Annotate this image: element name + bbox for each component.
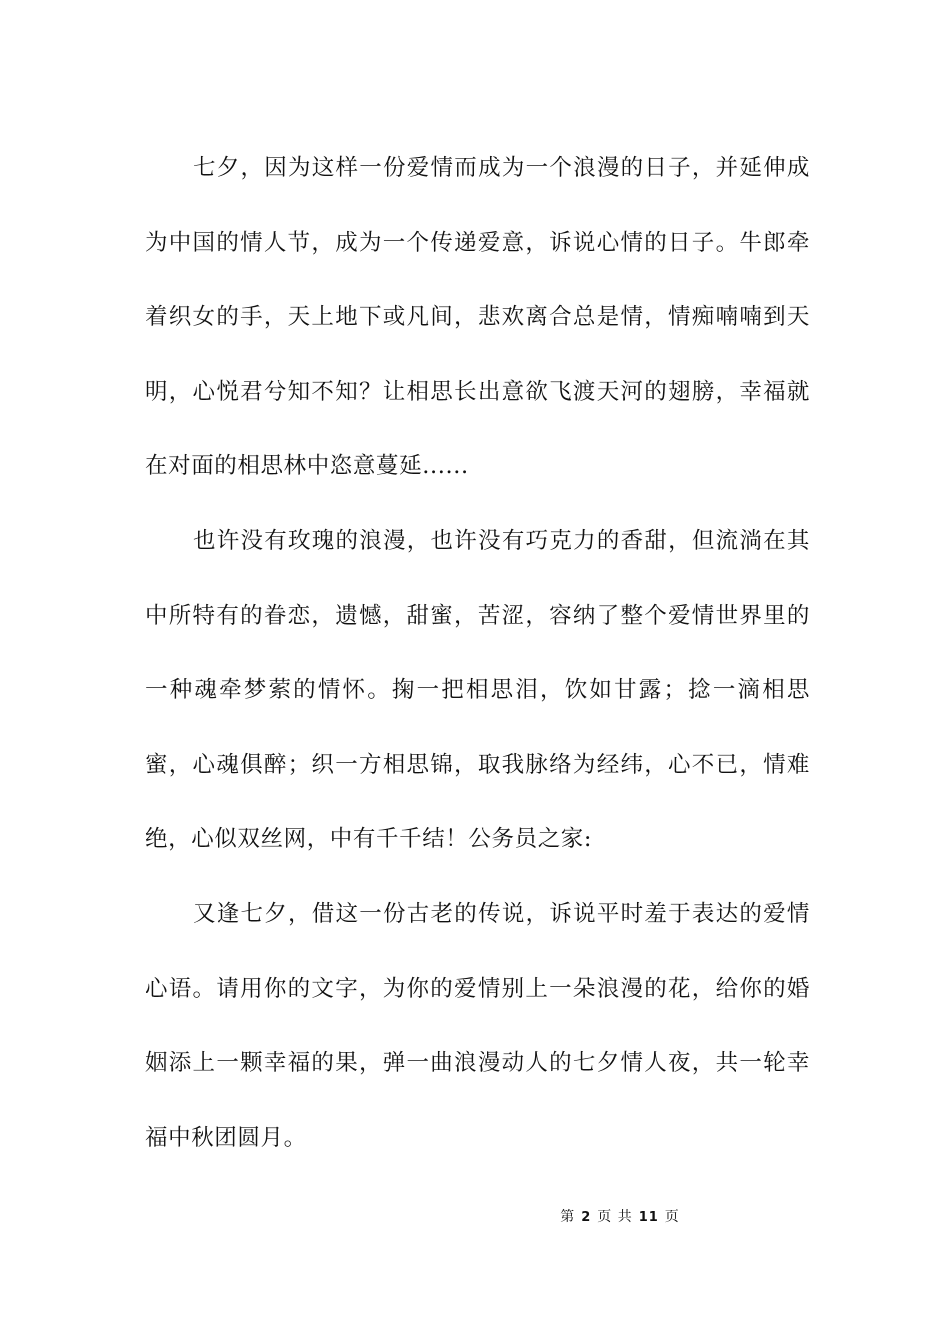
paragraph-1: 七夕，因为这样一份爱情而成为一个浪漫的日子，并延伸成为中国的情人节，成为一个传递爱意，诉说心情的日子。牛郎牵着织女的手，天上地下或凡间，悲欢离合总是情，情痴喃喃到天明，心悦君兮知不知？让相思长出意欲飞渡天河的翅膀，幸福就在对面的相思林中恣意蔓延...... (145, 155, 810, 480)
body-text (145, 131, 810, 1175)
footer-prefix: 第 (560, 1209, 576, 1225)
paragraph-2: 也许没有玫瑰的浪漫，也许没有巧克力的香甜，但流淌在其中所特有的眷恋，遗憾，甜蜜，苦涩，容纳了整个爱情世界里的一种魂牵梦萦的情怀。掬一把相思泪，饮如甘露；捻一滴相思蜜，心魂俱醉；织一方相思锦，取我脉络为经纬，心不已，情难绝，心似双丝网，中有千千结！公务员之家: (145, 527, 810, 853)
footer-middle: 页 共 (597, 1209, 633, 1225)
footer-total-pages: 11 (638, 1210, 659, 1225)
footer-current-page: 2 (581, 1210, 592, 1225)
paragraph-3: 又逢七夕，借这一份古老的传说，诉说平时羞于表达的爱情心语。请用你的文字，为你的爱情别上一朵浪漫的花，给你的婚姻添上一颗幸福的果，弹一曲浪漫动人的七夕情人夜，共一轮幸福中秋团圆月。 (145, 900, 810, 1151)
footer-suffix: 页 (664, 1209, 680, 1225)
page-footer (0, 1207, 950, 1228)
